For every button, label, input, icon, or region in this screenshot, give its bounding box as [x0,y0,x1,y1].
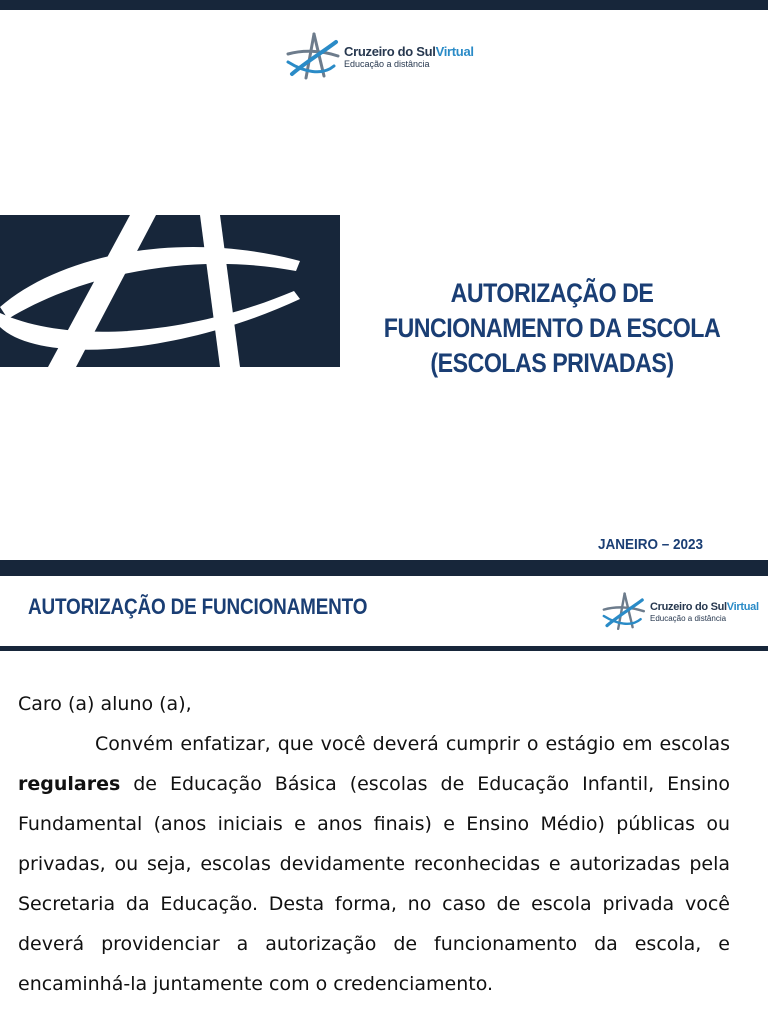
logo-tagline: Educação a distância [344,59,430,69]
cover-title-line: AUTORIZAÇÃO DE [450,278,654,308]
emphasis-regulares: regulares [18,773,121,795]
star-logo-icon [600,592,646,632]
logo-name: Cruzeiro do SulVirtual [344,44,474,59]
greeting: Caro (a) aluno (a), [18,693,192,715]
body-text [18,684,730,1004]
header-underline [0,646,768,651]
star-logo-icon [284,32,340,82]
brand-logo-small [600,592,759,632]
cover-title-line: (ESCOLAS PRIVADAS) [430,348,674,378]
brand-logo [284,32,474,82]
body-paragraph: Convém enfatizar, que você deverá cumprir o estágio em escolas regulares de Educação Básica (escolas de Educação Infantil, Ensino Fundamental (anos iniciais e anos finais) e Ensino Médio) públicas ou privadas, ou seja, escolas devidamente reconhecidas e autorizadas pela Secretaria da Educação. Desta forma, no caso de escola privada você deverá providenciar a autorização de funcionamento da escola, e encaminhá-la juntamente com o credenciamento. [18,733,730,995]
star-swoosh-graphic [0,215,340,367]
cover-title-line: FUNCIONAMENTO DA ESCOLA [383,313,721,343]
slide-title: AUTORIZAÇÃO DE FUNCIONAMENTO [28,594,368,619]
cover-date: JANEIRO – 2023 [598,536,704,553]
slide-divider [0,560,768,576]
top-bar [0,0,768,10]
logo-tagline: Educação a distância [650,613,727,623]
logo-name: Cruzeiro do SulVirtual [650,600,759,613]
cover-title [382,276,723,381]
hero-graphic [0,215,340,367]
